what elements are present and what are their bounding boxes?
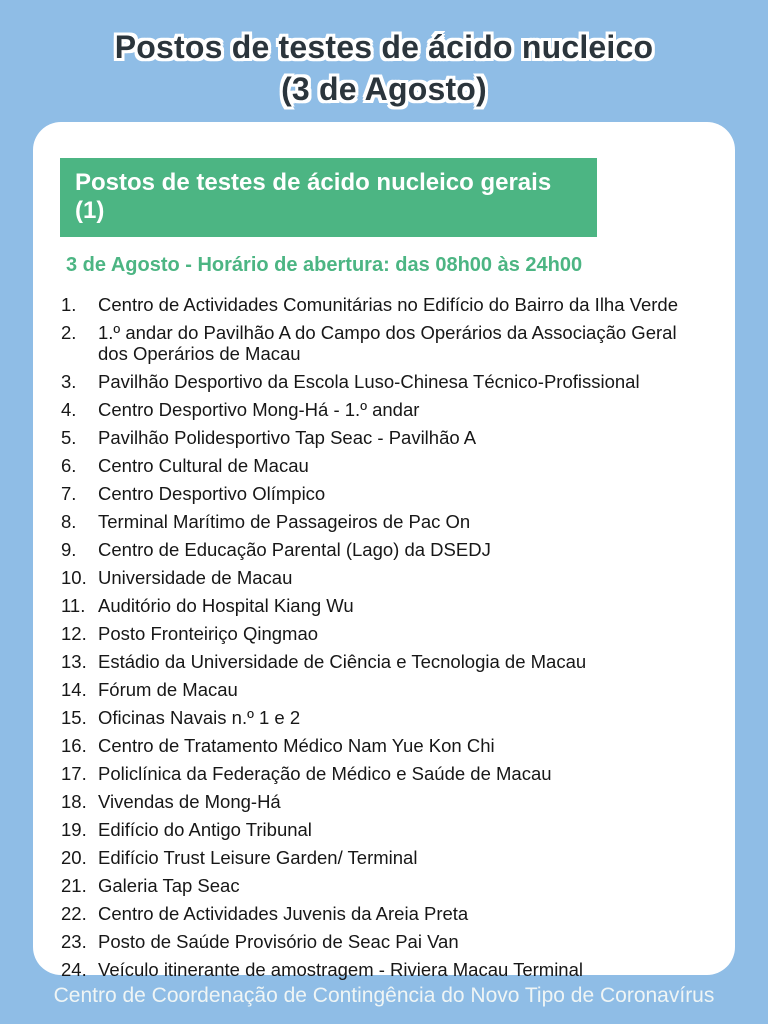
list-item-label: Universidade de Macau [98, 566, 293, 588]
list-item-number: 5. [61, 426, 77, 448]
list-item-number: 3. [61, 370, 77, 392]
list-item [61, 400, 707, 421]
list-item-number: 16. [61, 734, 87, 756]
list-item-label: Vivendas de Mong-Há [98, 790, 281, 812]
list-item [61, 904, 707, 925]
list-item [61, 372, 707, 393]
list-item-label: Centro Desportivo Mong-Há - 1.º andar [98, 398, 420, 420]
list-item-label: Auditório do Hospital Kiang Wu [98, 594, 354, 616]
list-item-label: Posto Fronteiriço Qingmao [98, 622, 319, 644]
list-item-label: Policlínica da Federação de Médico e Saúde de Macau [98, 762, 552, 784]
list-item-label: Centro de Actividades Juvenis da Areia Preta [98, 902, 469, 924]
list-item-label: 1.º andar do Pavilhão A do Campo dos Operários da Associação Geral dos Operários de Macau [98, 322, 677, 364]
page-title-line-1: Postos de testes de ácido nucleico [114, 29, 654, 65]
list-item [61, 456, 707, 477]
list-item [61, 736, 707, 757]
list-item [61, 792, 707, 813]
list-item [61, 323, 707, 364]
opening-hours-subtitle: 3 de Agosto - Horário de abertura: das 08h00 às 24h00 [66, 254, 583, 276]
list-item-label: Terminal Marítimo de Passageiros de Pac On [98, 510, 471, 532]
list-item [61, 764, 707, 785]
list-item-number: 19. [61, 818, 87, 840]
list-item-number: 10. [61, 566, 87, 588]
list-item-label: Centro de Tratamento Médico Nam Yue Kon Chi [98, 734, 495, 756]
list-item-label: Pavilhão Polidesportivo Tap Seac - Pavilhão A [98, 426, 477, 448]
list-item-number: 17. [61, 762, 87, 784]
list-item-number: 24. [61, 958, 87, 980]
list-item [61, 568, 707, 589]
list-item-number: 11. [61, 594, 86, 616]
footer-credit: Centro de Coordenação de Contingência do Novo Tipo de Coronavírus [53, 984, 715, 1007]
list-item-label: Edifício do Antigo Tribunal [98, 818, 312, 840]
list-item-number: 12. [61, 622, 87, 644]
card-banner: Postos de testes de ácido nucleico gerais (1) [60, 158, 597, 237]
list-item-number: 18. [61, 790, 87, 812]
list-item [61, 484, 707, 505]
list-item-label: Pavilhão Desportivo da Escola Luso-Chinesa Técnico-Profissional [98, 370, 640, 392]
list-item-label: Estádio da Universidade de Ciência e Tecnologia de Macau [98, 650, 587, 672]
list-item [61, 848, 707, 869]
list-item-number: 8. [61, 510, 77, 532]
list-item-number: 9. [61, 538, 77, 560]
list-item-number: 7. [61, 482, 77, 504]
poster-header [0, 0, 768, 110]
list-item-label: Centro de Educação Parental (Lago) da DSEDJ [98, 538, 491, 560]
list-item [61, 596, 707, 617]
list-item-label: Centro de Actividades Comunitárias no Edifício do Bairro da Ilha Verde [98, 294, 678, 315]
page-title-line-2: (3 de Agosto) [281, 71, 487, 107]
stations-card [33, 122, 735, 980]
list-item-number: 21. [61, 874, 87, 896]
list-item-label: Centro Desportivo Olímpico [98, 482, 326, 504]
list-item [61, 680, 707, 701]
list-item-number: 23. [61, 930, 87, 952]
list-item [61, 708, 707, 729]
list-item-label: Fórum de Macau [98, 678, 238, 700]
list-item-label: Centro Cultural de Macau [98, 454, 309, 476]
list-item [61, 512, 707, 533]
list-item-number: 4. [61, 398, 77, 420]
list-item-number: 2. [61, 322, 77, 343]
list-item-number: 14. [61, 678, 87, 700]
list-item-number: 1. [61, 294, 77, 315]
list-item [61, 652, 707, 673]
list-item [61, 428, 707, 449]
list-item-label: Veículo itinerante de amostragem - Riviera Macau Terminal [98, 958, 583, 980]
list-item [61, 932, 707, 953]
list-item [61, 540, 707, 561]
list-item-number: 13. [61, 650, 87, 672]
list-item [61, 295, 707, 316]
list-item [61, 820, 707, 841]
list-item-number: 22. [61, 902, 87, 924]
list-item-label: Edifício Trust Leisure Garden/ Terminal [98, 846, 418, 868]
list-item-label: Oficinas Navais n.º 1 e 2 [98, 706, 301, 728]
list-item [61, 624, 707, 645]
list-item [61, 876, 707, 897]
list-item-number: 20. [61, 846, 87, 868]
list-item-number: 6. [61, 454, 77, 476]
station-list [61, 295, 707, 980]
list-item-label: Posto de Saúde Provisório de Seac Pai Van [98, 930, 459, 952]
list-item-label: Galeria Tap Seac [98, 874, 240, 896]
list-item-number: 15. [61, 706, 87, 728]
